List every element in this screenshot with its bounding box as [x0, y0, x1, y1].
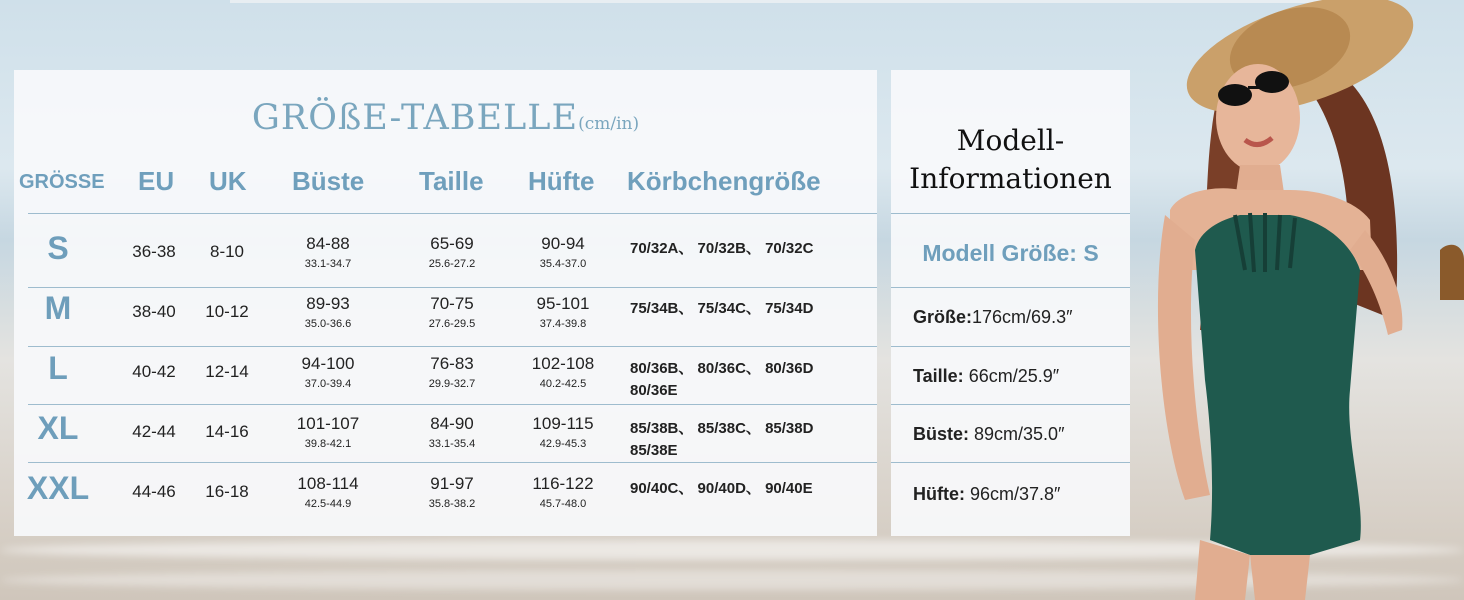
size-label: XL — [37, 410, 79, 446]
model-info-panel — [891, 70, 1130, 536]
table-row — [14, 408, 877, 466]
size-table-title — [14, 98, 877, 138]
eu-size: 40-42 — [132, 362, 176, 381]
bust-cm: 94-100 — [301, 354, 355, 373]
bust-cm: 84-88 — [306, 234, 350, 253]
waist-cm: 76-83 — [430, 354, 474, 373]
model-bust-value: 89cm/35.0″ — [969, 424, 1065, 444]
size-label: XXL — [26, 470, 90, 506]
waist-in: 25.6-27.2 — [428, 258, 476, 270]
eu-size: 36-38 — [132, 242, 176, 261]
waist-cm: 84-90 — [430, 414, 474, 433]
cup-sizes: 75/34B、 75/34C、 75/34D — [630, 300, 814, 317]
size-label: S — [47, 230, 69, 266]
model-hip-label: Hüfte: — [913, 484, 965, 504]
row-divider — [28, 404, 877, 405]
waist-in: 35.8-38.2 — [428, 498, 476, 510]
cup-sizes: 80/36B、 80/36C、 80/36D 80/36E — [630, 360, 814, 399]
header-bust: Büste — [292, 166, 365, 196]
bottle — [1440, 245, 1464, 300]
row-divider — [28, 462, 877, 463]
cup-sizes: 90/40C、 90/40D、 90/40E — [630, 480, 813, 497]
header-size: GRÖSSE — [19, 171, 105, 193]
bust-cell — [286, 414, 370, 450]
uk-size: 10-12 — [205, 302, 249, 321]
header-hip: Hüfte — [528, 166, 595, 196]
waist-in: 33.1-35.4 — [428, 438, 476, 450]
table-row — [14, 288, 877, 346]
hip-cell — [520, 354, 606, 390]
waist-cell — [412, 354, 492, 390]
eu-size: 44-46 — [132, 482, 176, 501]
bust-cell — [286, 354, 370, 390]
uk-size: 8-10 — [209, 242, 245, 261]
eu-size: 38-40 — [132, 302, 176, 321]
waist-cell — [412, 234, 492, 270]
hip-in: 42.9-45.3 — [539, 438, 587, 450]
hip-in: 35.4-37.0 — [539, 258, 587, 270]
uk-size: 16-18 — [205, 482, 249, 501]
header-cup-size: Körbchengröße — [627, 166, 821, 196]
bust-in: 42.5-44.9 — [304, 498, 352, 510]
bust-cell — [286, 294, 370, 330]
cup-sizes: 70/32A、 70/32B、 70/32C — [630, 240, 814, 257]
model-divider — [891, 213, 1130, 214]
bust-in: 35.0-36.6 — [304, 318, 352, 330]
waist-in: 29.9-32.7 — [428, 378, 476, 390]
bust-in: 33.1-34.7 — [304, 258, 352, 270]
bust-cm: 101-107 — [296, 414, 360, 433]
hip-in: 40.2-42.5 — [539, 378, 587, 390]
hip-cm: 95-101 — [536, 294, 590, 313]
hip-cell — [520, 294, 606, 330]
model-height-value: 176cm/69.3″ — [972, 307, 1073, 327]
bust-cell — [286, 474, 370, 510]
bust-cm: 108-114 — [297, 474, 359, 493]
hip-cm: 116-122 — [532, 474, 594, 493]
model-info-title — [891, 122, 1130, 198]
bust-cell — [286, 234, 370, 270]
bust-cm: 89-93 — [306, 294, 350, 313]
size-table-panel — [14, 70, 877, 536]
model-divider — [891, 404, 1130, 405]
size-label: M — [44, 290, 72, 326]
model-waist-label: Taille: — [913, 366, 964, 386]
hip-cm: 102-108 — [531, 354, 595, 373]
uk-size: 14-16 — [205, 422, 249, 441]
waist-cell — [412, 474, 492, 510]
waist-cell — [412, 414, 492, 450]
size-label: L — [48, 350, 68, 386]
cup-sizes: 85/38B、 85/38C、 85/38D 85/38E — [630, 420, 814, 459]
size-table-title-unit: (cm/in) — [578, 114, 640, 134]
model-divider — [891, 462, 1130, 463]
table-row — [14, 468, 877, 526]
row-divider — [28, 346, 877, 347]
model-info-title-line2: Informationen — [909, 162, 1112, 195]
hip-cell — [520, 234, 606, 270]
model-bust — [913, 424, 1064, 445]
model-divider — [891, 346, 1130, 347]
header-waist: Taille — [419, 166, 484, 196]
hip-cm: 109-115 — [532, 414, 594, 433]
model-waist — [913, 366, 1059, 387]
uk-size: 12-14 — [205, 362, 249, 381]
waist-in: 27.6-29.5 — [428, 318, 476, 330]
model-waist-value: 66cm/25.9″ — [963, 366, 1060, 386]
legs — [1250, 555, 1310, 600]
model-height — [913, 307, 1072, 328]
hip-cm: 90-94 — [541, 234, 585, 253]
table-row — [14, 228, 877, 286]
hip-in: 37.4-39.8 — [539, 318, 587, 330]
header-uk: UK — [209, 166, 247, 196]
model-bust-label: Büste: — [913, 424, 970, 444]
model-divider — [891, 287, 1130, 288]
waist-cell — [412, 294, 492, 330]
bust-in: 37.0-39.4 — [304, 378, 352, 390]
size-table-title-text: GRÖßE-TABELLE — [251, 98, 579, 138]
hip-in: 45.7-48.0 — [539, 498, 587, 510]
model-hip-value: 96cm/37.8″ — [965, 484, 1061, 504]
model-hip — [913, 484, 1060, 505]
model-size: Modell Größe: S — [922, 240, 1099, 266]
header-eu: EU — [138, 166, 175, 196]
eu-size: 42-44 — [132, 422, 176, 441]
table-row — [14, 348, 877, 406]
hip-cell — [520, 474, 606, 510]
waist-cm: 91-97 — [430, 474, 474, 493]
waist-cm: 65-69 — [430, 234, 474, 253]
model-height-label: Größe: — [913, 307, 973, 327]
waist-cm: 70-75 — [430, 294, 474, 313]
hip-cell — [520, 414, 606, 450]
model-info-title-line1: Modell- — [956, 124, 1065, 157]
table-divider — [28, 213, 877, 214]
bust-in: 39.8-42.1 — [304, 438, 352, 450]
model-photo — [1140, 0, 1464, 600]
